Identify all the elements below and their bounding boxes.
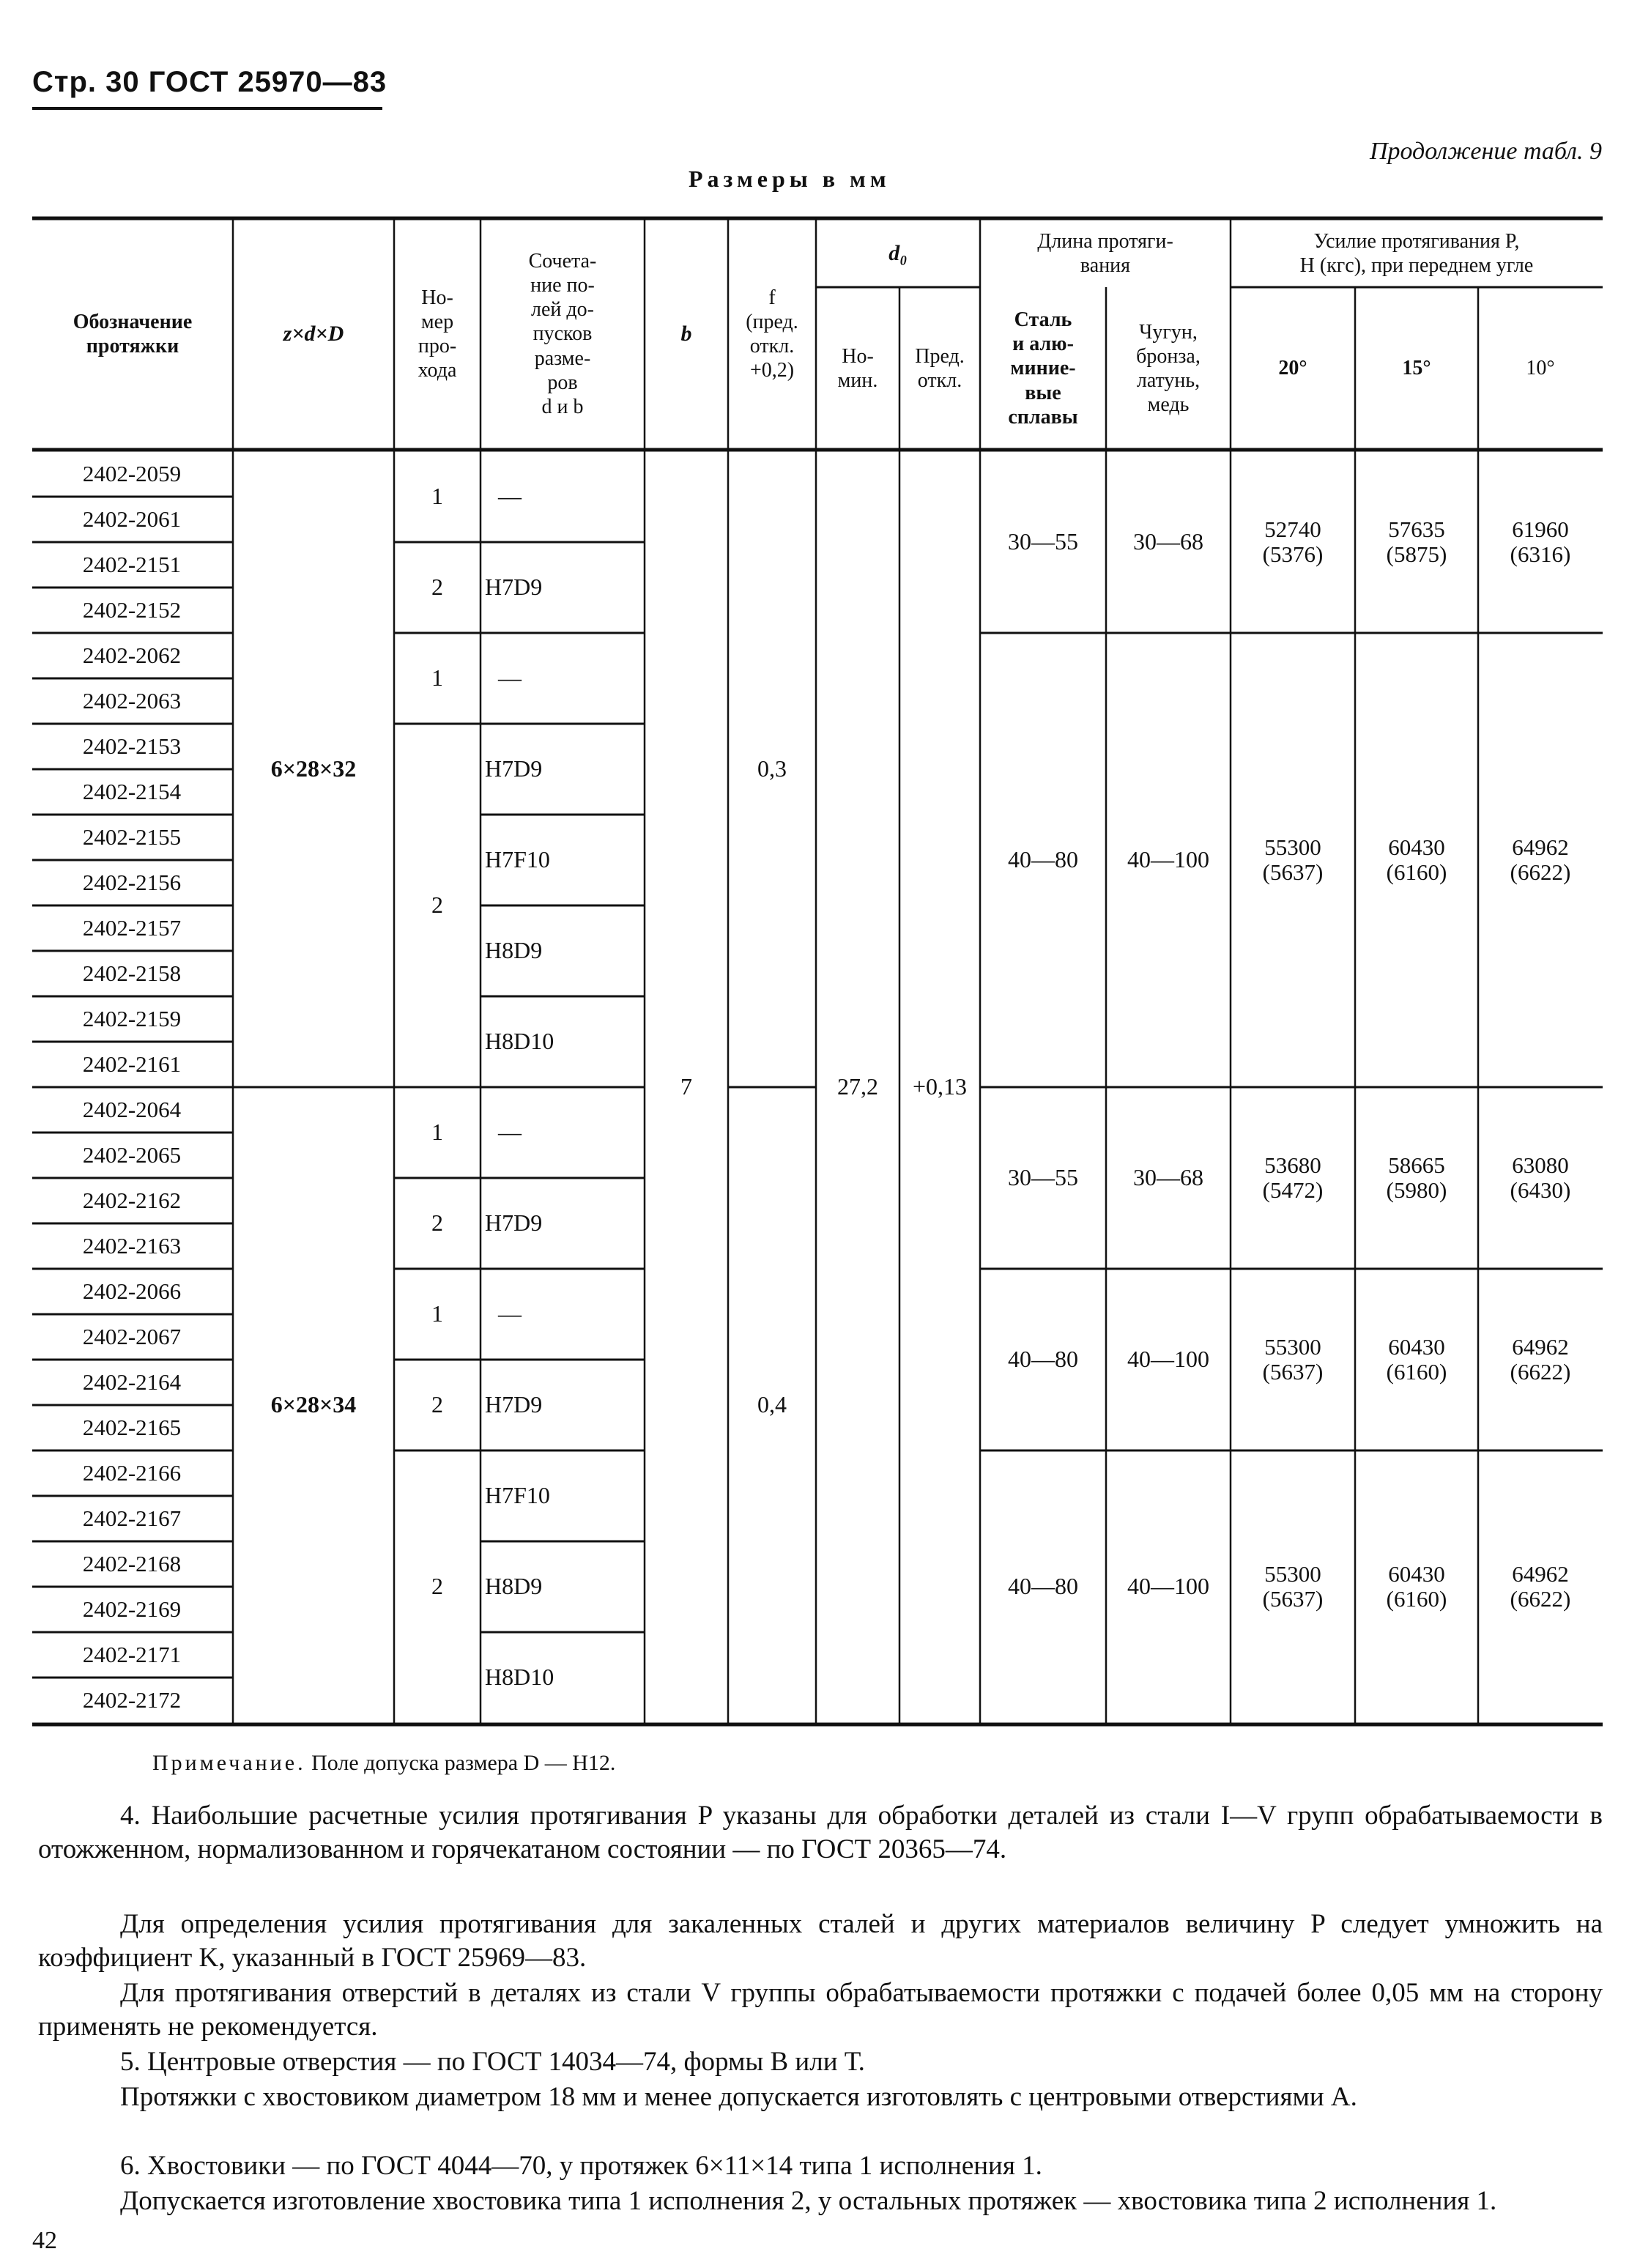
header-length-iron: Чугун, бронза, латунь, медь bbox=[1136, 320, 1201, 417]
header-broaching-force: Усилие протягивания P, Н (кгс), при переднем угле bbox=[1299, 229, 1534, 277]
cell-length-steel: 40—80 bbox=[1008, 1346, 1078, 1373]
cell-force-15: 60430 (6160) bbox=[1386, 1560, 1447, 1612]
cell-tolerance: H7F10 bbox=[485, 1482, 550, 1509]
designation-cell: 2402-2063 bbox=[82, 688, 182, 714]
note-text: Поле допуска размера D — H12. bbox=[311, 1751, 616, 1775]
page-header: Стр. 30 ГОСТ 25970—83 bbox=[32, 66, 387, 98]
designation-cell: 2402-2161 bbox=[82, 1051, 182, 1077]
cell-tolerance: H8D9 bbox=[485, 1573, 543, 1600]
cell-length-iron: 40—100 bbox=[1127, 846, 1209, 873]
header-force-20: 20° bbox=[1278, 357, 1307, 380]
header-tolerance-combination: Сочета- ние по- лей до- пусков разме- ров d и b bbox=[528, 250, 597, 418]
cell-pass: 1 bbox=[431, 1300, 443, 1327]
cell-force-15: 60430 (6160) bbox=[1386, 1333, 1447, 1385]
designation-cell: 2402-2067 bbox=[82, 1324, 182, 1349]
cell-pass: 2 bbox=[431, 574, 443, 601]
designation-cell: 2402-2163 bbox=[82, 1233, 182, 1259]
cell-pass: 1 bbox=[431, 483, 443, 510]
designation-cell: 2402-2154 bbox=[82, 779, 182, 804]
cell-force-20: 52740 (5376) bbox=[1262, 516, 1324, 567]
cell-length-iron: 30—68 bbox=[1133, 528, 1203, 555]
cell-force-10: 61960 (6316) bbox=[1510, 516, 1571, 567]
cell-tolerance: H8D10 bbox=[485, 1028, 554, 1055]
cell-d0-nominal: 27,2 bbox=[837, 1073, 878, 1100]
cell-length-steel: 40—80 bbox=[1008, 846, 1078, 873]
cell-f-1: 0,3 bbox=[757, 755, 787, 782]
cell-force-20: 55300 (5637) bbox=[1262, 1560, 1324, 1612]
designation-cell: 2402-2158 bbox=[82, 960, 182, 986]
cell-tolerance: H7F10 bbox=[485, 846, 550, 873]
cell-pass: 1 bbox=[431, 664, 443, 692]
designation-cell: 2402-2159 bbox=[82, 1006, 182, 1031]
designation-cell: 2402-2156 bbox=[82, 870, 182, 895]
cell-length-steel: 30—55 bbox=[1008, 1164, 1078, 1191]
paragraph: Для определения усилия протягивания для закаленных сталей и других материалов величину P следует умножить на коэффициент K, указанный в ГОСТ 25969—83. bbox=[38, 1909, 1603, 1973]
cell-tolerance: H7D9 bbox=[485, 1391, 543, 1418]
cell-tolerance: — bbox=[498, 483, 522, 510]
header-d0-nominal: Но- мин. bbox=[837, 344, 878, 392]
designation-cell: 2402-2168 bbox=[82, 1551, 182, 1576]
cell-length-iron: 40—100 bbox=[1127, 1346, 1209, 1373]
header-force-15: 15° bbox=[1402, 357, 1431, 380]
designation-cell: 2402-2065 bbox=[82, 1142, 182, 1168]
designation-cell: 2402-2059 bbox=[82, 461, 182, 486]
paragraph: Протяжки с хвостовиком диаметром 18 мм и менее допускается изготовлять с центровыми отверстиями А. bbox=[120, 2082, 1357, 2112]
cell-force-20: 55300 (5637) bbox=[1262, 834, 1324, 885]
designation-cell: 2402-2064 bbox=[82, 1097, 182, 1122]
designation-cell: 2402-2152 bbox=[82, 597, 182, 623]
designation-cell: 2402-2155 bbox=[82, 824, 182, 850]
cell-force-20: 55300 (5637) bbox=[1262, 1333, 1324, 1385]
cell-zdD-1: 6×28×32 bbox=[270, 755, 357, 782]
designation-cell: 2402-2066 bbox=[82, 1278, 182, 1304]
cell-tolerance: H7D9 bbox=[485, 1209, 543, 1237]
cell-b: 7 bbox=[680, 1073, 692, 1100]
cell-force-10: 64962 (6622) bbox=[1510, 1560, 1571, 1612]
cell-force-20: 53680 (5472) bbox=[1262, 1152, 1324, 1203]
designation-cell: 2402-2167 bbox=[82, 1505, 182, 1531]
header-b: b bbox=[680, 322, 692, 346]
cell-f-2: 0,4 bbox=[757, 1391, 787, 1418]
designation-cell: 2402-2153 bbox=[82, 733, 182, 759]
cell-force-10: 64962 (6622) bbox=[1510, 1333, 1571, 1385]
paragraph: 5. Центровые отверстия — по ГОСТ 14034—74, формы В или Т. bbox=[120, 2047, 865, 2077]
cell-tolerance: — bbox=[498, 1119, 522, 1146]
designation-cell: 2402-2061 bbox=[82, 506, 182, 532]
header-broaching-length: Длина протяги- вания bbox=[1037, 229, 1173, 277]
header-d0: d₀ bbox=[888, 241, 908, 266]
cell-force-15: 57635 (5875) bbox=[1386, 516, 1447, 567]
designation-cell: 2402-2172 bbox=[82, 1687, 182, 1713]
cell-length-iron: 40—100 bbox=[1127, 1573, 1209, 1600]
cell-pass: 2 bbox=[431, 1209, 443, 1237]
designation-cell: 2402-2165 bbox=[82, 1415, 182, 1440]
paragraph: Для протягивания отверстий в деталях из стали V группы обрабатываемости протяжки с подачей более 0,05 мм на сторону применять не рекомендуется. bbox=[38, 1978, 1603, 2042]
cell-force-15: 60430 (6160) bbox=[1386, 834, 1447, 885]
header-force-10: 10° bbox=[1526, 357, 1555, 380]
cell-length-iron: 30—68 bbox=[1133, 1164, 1203, 1191]
cell-force-15: 58665 (5980) bbox=[1386, 1152, 1447, 1203]
designation-cell: 2402-2171 bbox=[82, 1642, 182, 1667]
cell-force-10: 63080 (6430) bbox=[1510, 1152, 1571, 1203]
cell-tolerance: H8D9 bbox=[485, 937, 543, 964]
cell-pass: 2 bbox=[431, 1573, 443, 1600]
designation-cell: 2402-2062 bbox=[82, 642, 182, 668]
cell-length-steel: 40—80 bbox=[1008, 1573, 1078, 1600]
designation-cell: 2402-2169 bbox=[82, 1596, 182, 1622]
cell-tolerance: H7D9 bbox=[485, 755, 543, 782]
cell-length-steel: 30—55 bbox=[1008, 528, 1078, 555]
paragraph: 6. Хвостовики — по ГОСТ 4044—70, у протяжек 6×11×14 типа 1 исполнения 1. bbox=[120, 2151, 1042, 2181]
designation-cell: 2402-2164 bbox=[82, 1369, 182, 1395]
units-label: Размеры в мм bbox=[689, 166, 891, 192]
cell-tolerance: H8D10 bbox=[485, 1664, 554, 1691]
cell-tolerance: — bbox=[498, 664, 522, 692]
header-designation: Обозначение протяжки bbox=[73, 310, 193, 357]
paragraph: 4. Наибольшие расчетные усилия протягивания P указаны для обработки деталей из стали I—V групп обрабатываемости в отожженном, нормализованном и горячекатаном состоянии — по ГОСТ 20365—74. bbox=[38, 1801, 1603, 1864]
table-continuation-label: Продолжение табл. 9 bbox=[1369, 138, 1602, 165]
designation-cell: 2402-2162 bbox=[82, 1187, 182, 1213]
cell-force-10: 64962 (6622) bbox=[1510, 834, 1571, 885]
cell-tolerance: H7D9 bbox=[485, 574, 543, 601]
note-label: Примечание. bbox=[152, 1751, 306, 1775]
cell-pass: 1 bbox=[431, 1119, 443, 1146]
header-d0-deviation: Пред. откл. bbox=[915, 344, 965, 392]
designation-cell: 2402-2157 bbox=[82, 915, 182, 941]
header-pass-number: Но- мер про- хода bbox=[418, 286, 457, 382]
cell-tolerance: — bbox=[498, 1300, 522, 1327]
header-zdD: z×d×D bbox=[283, 322, 344, 346]
designation-cell: 2402-2151 bbox=[82, 552, 182, 577]
cell-pass: 2 bbox=[431, 892, 443, 919]
cell-zdD-2: 6×28×34 bbox=[270, 1391, 357, 1418]
table-note bbox=[152, 1751, 615, 1776]
paragraph: Допускается изготовление хвостовика типа 1 исполнения 2, у остальных протяжек — хвостовика типа 2 исполнения 1. bbox=[120, 2186, 1497, 2216]
cell-pass: 2 bbox=[431, 1391, 443, 1418]
page-number: 42 bbox=[32, 2227, 57, 2254]
header-length-steel: Сталь и алю- миние- вые сплавы bbox=[1008, 308, 1078, 429]
cell-d0-deviation: +0,13 bbox=[912, 1073, 968, 1100]
header-f: f (пред. откл. +0,2) bbox=[746, 286, 798, 382]
designation-cell: 2402-2166 bbox=[82, 1460, 182, 1486]
